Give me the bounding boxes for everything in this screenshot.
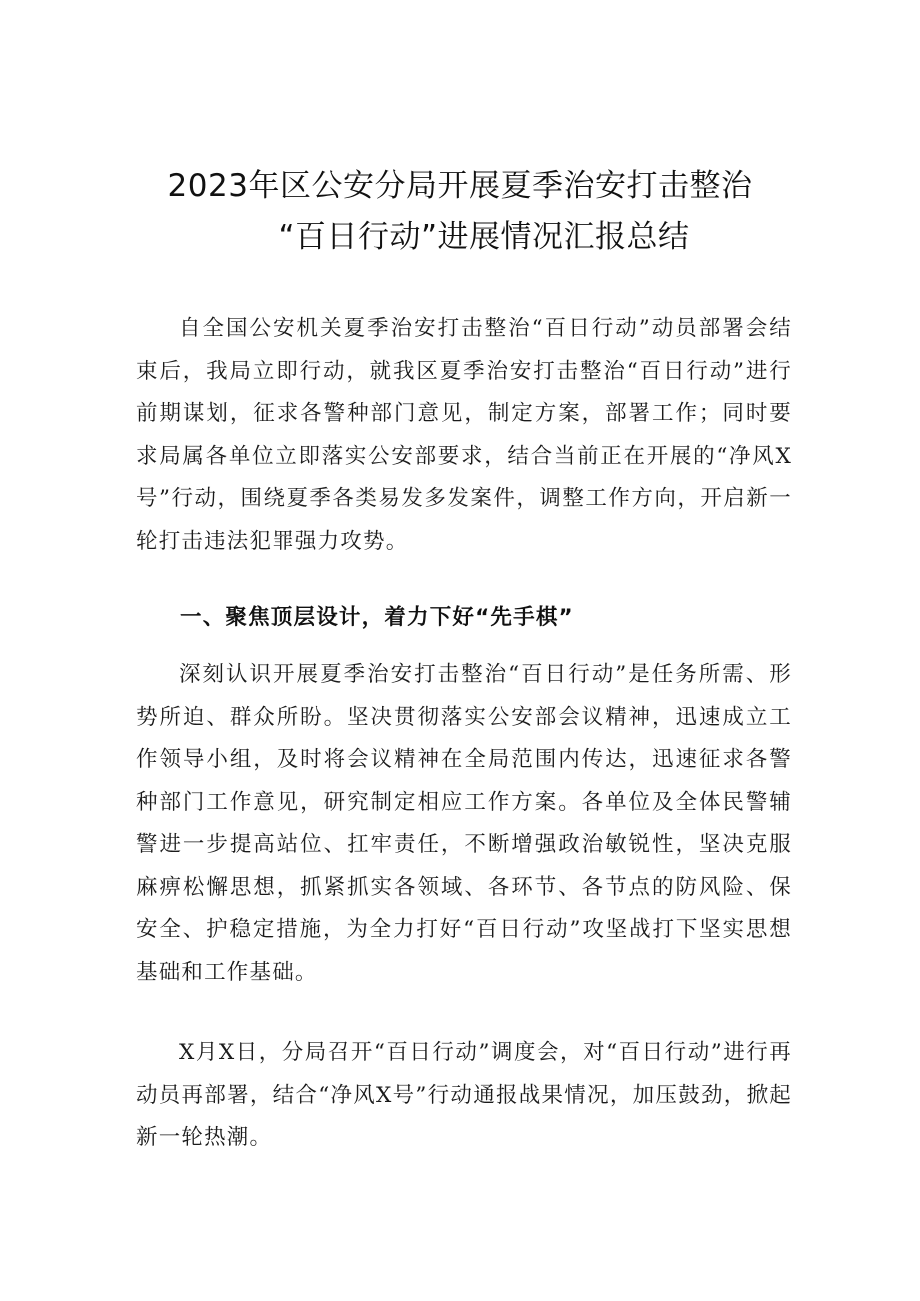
section-heading-1: 一、聚焦顶层设计，着力下好“先手棋” <box>180 605 574 630</box>
document-title-line-1: 2023年区公安分局开展夏季治安打击整治 <box>167 168 753 204</box>
paragraph-meeting: X月X日，分局召开“百日行动”调度会，对“百日行动”进行再动员再部署，结合“净风X号”行动通报战果情况，加压鼓劲，掀起新一轮热潮。 <box>136 1040 792 1150</box>
document-title-line-2: “百日行动”进展情况汇报总结 <box>278 219 690 255</box>
paragraph-intro: 自全国公安机关夏季治安打击整治“百日行动”动员部署会结束后，我局立即行动，就我区夏季治安打击整治“百日行动”进行前期谋划，征求各警种部门意见，制定方案，部署工作；同时要求局属各单位立即落实公安部要求，结合当前正在开展的“净风X号”行动，围绕夏季各类易发多发案件，调整工作方向，开启新一轮打击违法犯罪强力攻势。 <box>136 316 792 554</box>
paragraph-section-1-body: 深刻认识开展夏季治安打击整治“百日行动”是任务所需、形势所迫、群众所盼。坚决贯彻落实公安部会议精神，迅速成立工作领导小组，及时将会议精神在全局范围内传达，迅速征求各警种部门工作意见，研究制定相应工作方案。各单位及全体民警辅警进一步提高站位、扛牢责任，不断增强政治敏锐性，坚决克服麻痹松懈思想，抓紧抓实各领域、各环节、各节点的防风险、保安全、护稳定措施，为全力打好“百日行动”攻坚战打下坚实思想基础和工作基础。 <box>136 662 792 985</box>
